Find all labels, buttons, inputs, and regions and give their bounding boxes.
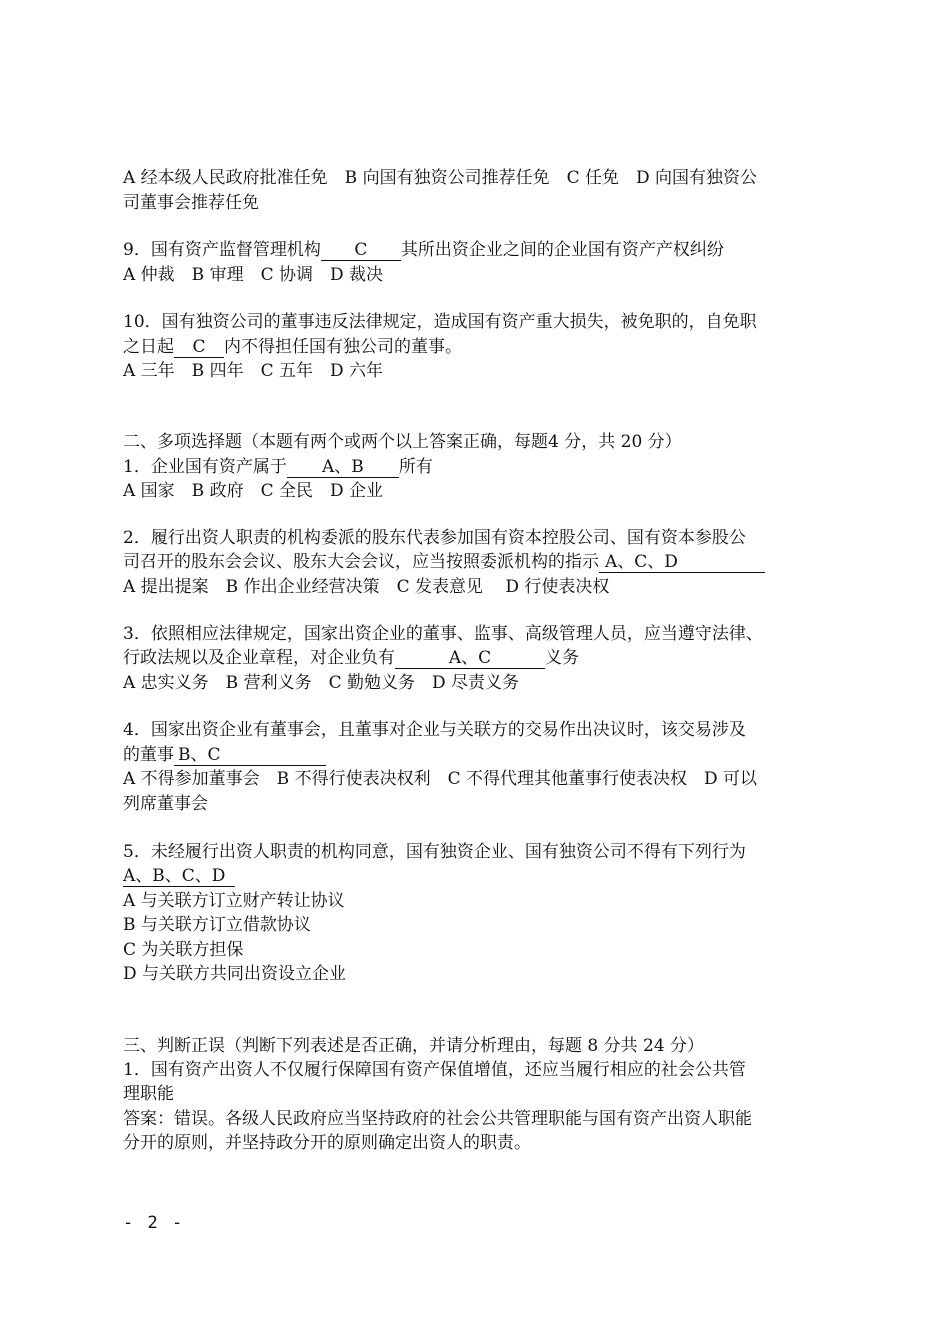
s2-q4-options-line2: 列席董事会 [123, 794, 208, 814]
q9-answer-blank: C [321, 240, 401, 261]
s2-q1-answer-blank: A、B [287, 457, 399, 478]
s3-q1-answer-line1: 答案：错误。各级人民政府应当坚持政府的社会公共管理职能与国有资产出资人职能 [123, 1109, 752, 1129]
s2-q2-stem-before: 司召开的股东会会议、股东大会会议，应当按照委派机构的指示 [123, 552, 599, 572]
q8-options-line2: 司董事会推荐任免 [123, 193, 259, 213]
section2-heading: 二、多项选择题（本题有两个或两个以上答案正确，每题4 分，共 20 分） [123, 432, 682, 452]
q9-stem [123, 238, 828, 262]
s2-q3-stem-before: 行政法规以及企业章程，对企业负有 [123, 648, 395, 668]
s2-q4-options-line1: A 不得参加董事会 B 不得行使表决权利 C 不得代理其他董事行使表决权 D 可以 [123, 769, 758, 789]
s2-q3-stem [123, 646, 828, 670]
q8-options-line1: A 经本级人民政府批准任免 B 向国有独资公司推荐任免 C 任免 D 向国有独资公 [123, 168, 758, 188]
s2-q5-answer-blank: A、B、C、D [123, 866, 235, 887]
s3-q1-line2: 理职能 [123, 1084, 174, 1104]
page-number: - 2 - [123, 1213, 185, 1233]
q10-stem-after: 内不得担任国有独公司的董事。 [224, 337, 462, 357]
s3-q1-answer-line2: 分开的原则，并坚持政分开的原则确定出资人的职责。 [123, 1133, 531, 1153]
s2-q4-stem [123, 743, 828, 767]
q10-options: A 三年 B 四年 C 五年 D 六年 [123, 361, 384, 381]
q9-options: A 仲裁 B 审理 C 协调 D 裁决 [123, 265, 384, 285]
q10-answer-blank: C [174, 337, 224, 358]
q9-stem-after: 其所出资企业之间的企业国有资产产权纠纷 [400, 240, 724, 260]
q10-line1: 10．国有独资公司的董事违反法律规定，造成国有资产重大损失，被免职的，自免职 [123, 312, 757, 332]
s2-q2-line1: 2．履行出资人职责的机构委派的股东代表参加国有资本控股公司、国有资本参股公 [123, 528, 746, 548]
s2-q5-option-d: D 与关联方共同出资设立企业 [123, 964, 347, 984]
s2-q1-options: A 国家 B 政府 C 全民 D 企业 [123, 481, 384, 501]
q10-stem-before: 之日起 [123, 337, 174, 357]
s2-q3-answer-blank: A、C [395, 648, 545, 669]
s2-q4-answer-blank: B、C [174, 745, 326, 766]
s2-q5-option-c: C 为关联方担保 [123, 940, 244, 960]
s2-q5-line1: 5．未经履行出资人职责的机构同意，国有独资企业、国有独资公司不得有下列行为 [123, 842, 746, 862]
s2-q2-stem [123, 550, 828, 574]
s2-q3-stem-after: 义务 [545, 648, 579, 668]
s2-q5-option-b: B 与关联方订立借款协议 [123, 915, 311, 935]
q10-stem [123, 335, 828, 359]
s2-q2-options: A 提出提案 B 作出企业经营决策 C 发表意见 D 行使表决权 [123, 577, 610, 597]
section3-heading: 三、判断正误（判断下列表述是否正确，并请分析理由，每题 8 分共 24 分） [123, 1036, 705, 1056]
s2-q5-option-a: A 与关联方订立财产转让协议 [123, 891, 345, 911]
s2-q3-options: A 忠实义务 B 营利义务 C 勤勉义务 D 尽责义务 [123, 673, 520, 693]
s2-q1-stem-after: 所有 [398, 457, 433, 477]
s2-q4-line1: 4．国家出资企业有董事会，且董事对企业与关联方的交易作出决议时，该交易涉及 [123, 720, 746, 740]
s2-q2-answer-blank: A、C、D [599, 552, 765, 573]
s2-q1-stem [123, 455, 828, 479]
s2-q1-stem-before: 1．企业国有资产属于 [123, 457, 287, 477]
q9-stem-before: 9．国有资产监督管理机构 [123, 240, 321, 260]
s3-q1-line1: 1．国有资产出资人不仅履行保障国有资产保值增值，还应当履行相应的社会公共管 [123, 1060, 746, 1080]
s2-q5-answer-line [123, 864, 828, 888]
s2-q3-line1: 3．依照相应法律规定，国家出资企业的董事、监事、高级管理人员，应当遵守法律、 [123, 624, 763, 644]
s2-q4-stem-before: 的董事 [123, 745, 174, 765]
